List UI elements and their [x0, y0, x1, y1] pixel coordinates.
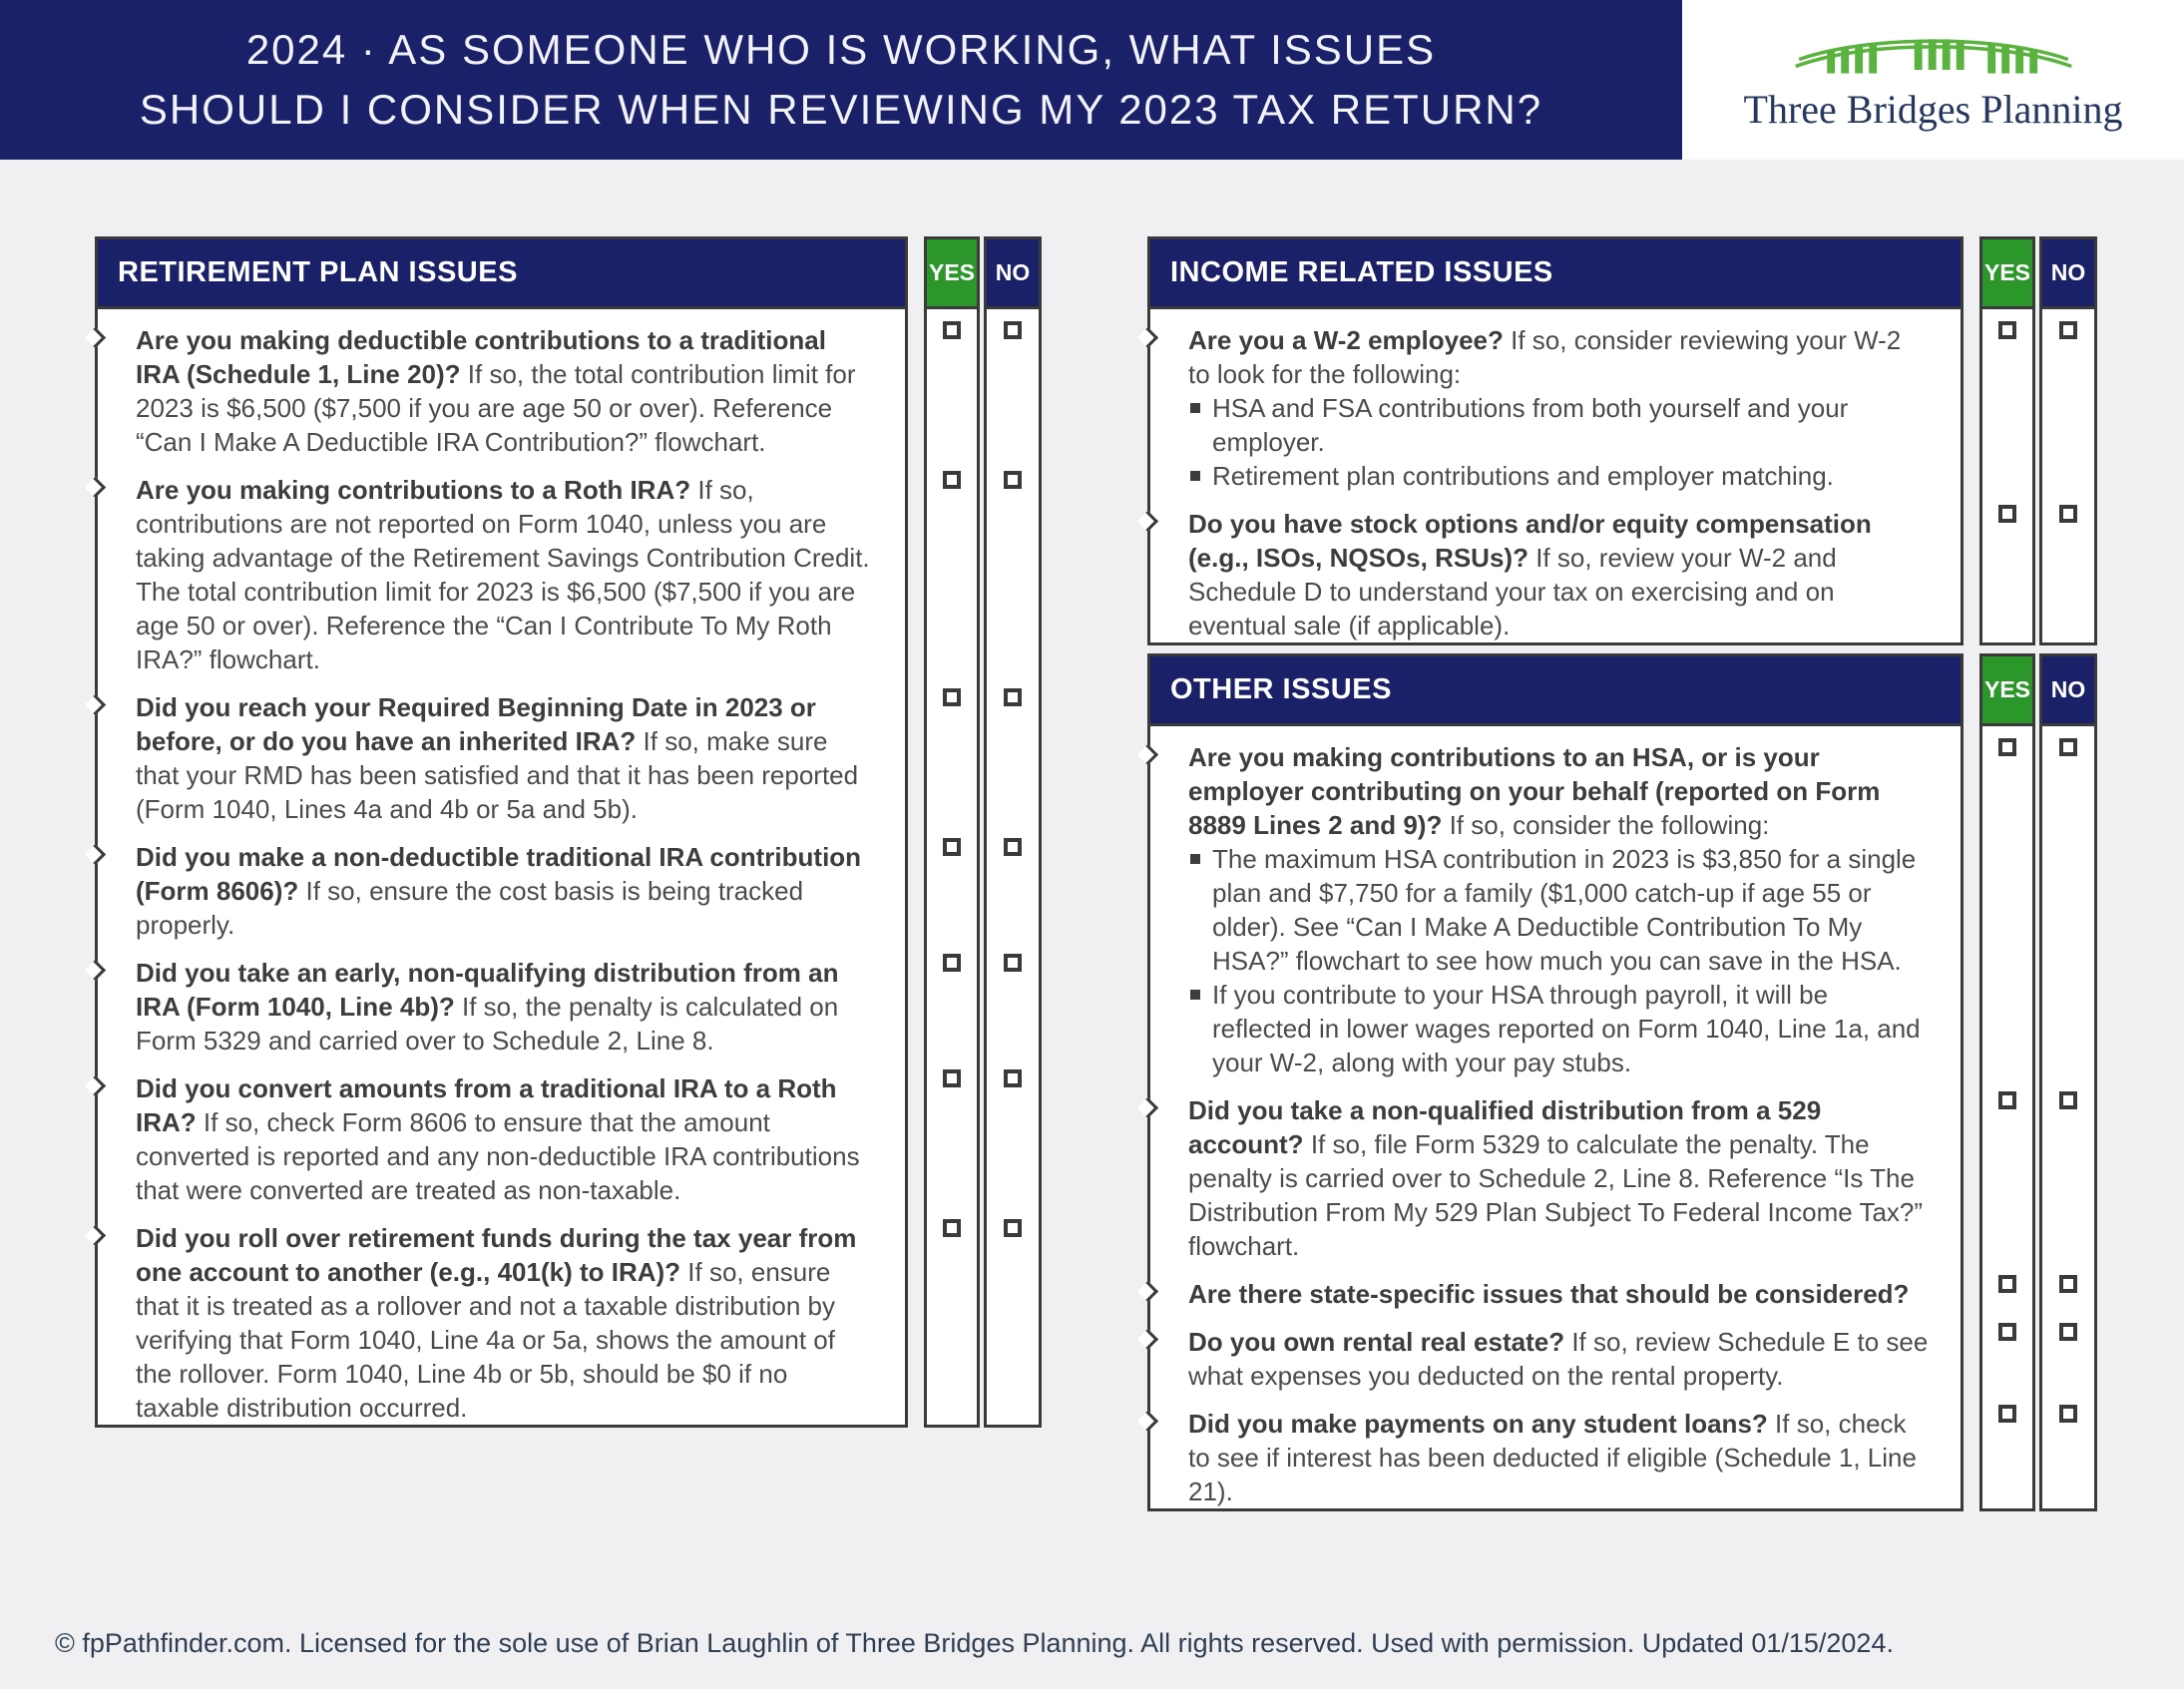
question-detail: If so, consider the following: [1449, 810, 1770, 840]
question-lead: Did you reach your Required Beginning Date in 2023 or before, or do you have an inherited IRA? [136, 692, 816, 756]
question-text [1150, 1079, 1961, 1263]
question-cell [95, 676, 908, 826]
question-lead: Do you have stock options and/or equity compensation (e.g., ISOs, NQSOs, RSUs)? [1188, 509, 1872, 573]
no-checkbox[interactable] [2059, 1275, 2077, 1293]
question-text [1150, 726, 1961, 842]
no-cell [2039, 1311, 2097, 1393]
question-lead: Are you making contributions to an HSA, or is your employer contributing on your behalf (reported on Form 8889 Lines 2 and 9)? [1188, 742, 1881, 840]
no-cell [984, 1057, 1042, 1207]
question-lead: Are you a W-2 employee? [1188, 325, 1504, 355]
column-gap [1964, 1263, 1979, 1311]
no-checkbox[interactable] [1004, 954, 1022, 972]
question-detail: If so, contributions are not reported on Form 1040, unless you are taking advantage of the Retirement Savings Contribution Credit. The total contribution limit for 2023 is $6,500 ($7,500 if you are age 50 or over). Reference the “Can I Contribute To My Roth IRA?” flowchart. [136, 475, 870, 674]
no-cell [984, 826, 1042, 942]
column-gap [908, 826, 924, 942]
yes-checkbox[interactable] [1998, 1323, 2016, 1341]
question-row [1147, 1263, 2097, 1311]
question-text [98, 1057, 905, 1207]
section-title: RETIREMENT PLAN ISSUES [118, 256, 518, 288]
question-row [1147, 1311, 2097, 1393]
question-lead: Are there state-specific issues that should be considered? [1188, 1279, 1910, 1309]
question-detail: If so, review Schedule E to see what expenses you deducted on the rental property. [1188, 1327, 1929, 1391]
yes-checkbox[interactable] [943, 688, 961, 706]
no-label: NO [2050, 676, 2086, 702]
no-checkbox[interactable] [1004, 838, 1022, 856]
chevron-right-icon [1137, 744, 1158, 765]
no-cell [984, 459, 1042, 676]
yes-checkbox[interactable] [1998, 1405, 2016, 1423]
question-row [95, 942, 1042, 1057]
yes-label: YES [928, 259, 976, 285]
question-text [98, 309, 905, 459]
question-text [1150, 1263, 1961, 1311]
question-detail: If so, make sure that your RMD has been satisfied and that it has been reported (Form 1040, Lines 4a and 4b or 5a and 5b). [136, 726, 859, 824]
question-row [1147, 309, 2097, 493]
no-label: NO [995, 259, 1031, 285]
no-cell [984, 1207, 1042, 1425]
yes-cell [924, 1057, 980, 1207]
no-checkbox[interactable] [2059, 1405, 2077, 1423]
chevron-right-icon [85, 694, 106, 715]
question-row [95, 1057, 1042, 1207]
square-bullet-icon [1190, 854, 1200, 864]
no-cell [984, 309, 1042, 459]
section-title: INCOME RELATED ISSUES [1170, 256, 1553, 288]
yes-cell [1979, 1393, 2035, 1508]
chevron-right-icon [85, 327, 106, 348]
question-lead: Are you making contributions to a Roth IRA? [136, 475, 691, 505]
yes-checkbox[interactable] [1998, 505, 2016, 523]
column-gap [1964, 309, 1979, 493]
no-checkbox[interactable] [2059, 738, 2077, 756]
yes-checkbox[interactable] [943, 1219, 961, 1237]
no-cell [2039, 1079, 2097, 1263]
question-detail: If so, the total contribution limit for 2023 is $6,500 ($7,500 if you are age 50 or over). Reference “Can I Make A Deductible IRA Contribution?” flowchart. [136, 359, 856, 457]
question-detail: If so, ensure the cost basis is being tracked properly. [136, 876, 804, 940]
question-cell [1147, 726, 1964, 1079]
question-cell [95, 942, 908, 1057]
yes-cell [1979, 493, 2035, 642]
license-footer: © fpPathfinder.com. Licensed for the sole use of Brian Laughlin of Three Bridges Planning. All rights reserved. Used with permission. Updated 01/15/2024. [55, 1628, 1894, 1658]
question-text [1150, 309, 1961, 391]
column-gap [908, 1207, 924, 1425]
question-text [98, 826, 905, 942]
question-cell [95, 1057, 908, 1207]
yes-label: YES [1983, 676, 2031, 702]
yes-cell [924, 459, 980, 676]
bridge-icon [1784, 28, 2083, 84]
no-column-header [984, 236, 1042, 309]
yes-checkbox[interactable] [943, 838, 961, 856]
yes-cell [1979, 309, 2035, 493]
yes-cell [924, 1207, 980, 1425]
panel-filler [1147, 642, 2097, 645]
question-text [98, 942, 905, 1057]
question-lead: Did you convert amounts from a traditional IRA to a Roth IRA? [136, 1073, 837, 1137]
chevron-right-icon [85, 1075, 106, 1096]
question-lead: Did you take a non-qualified distribution from a 529 account? [1188, 1095, 1822, 1159]
question-cell [95, 309, 908, 459]
yes-label: YES [1983, 259, 2031, 285]
column-gap [908, 942, 924, 1057]
column-gap [908, 676, 924, 826]
question-detail: If so, the penalty is calculated on Form 5329 and carried over to Schedule 2, Line 8. [136, 992, 839, 1056]
no-cell [2039, 309, 2097, 493]
bullet-item [1150, 842, 1961, 978]
column-gap [908, 309, 924, 459]
question-detail: If so, check to see if interest has been deducted if eligible (Schedule 1, Line 21). [1188, 1409, 1917, 1506]
square-bullet-icon [1190, 990, 1200, 1000]
question-cell [95, 826, 908, 942]
yes-column-header [924, 236, 980, 309]
bullet-item [1150, 978, 1961, 1079]
yes-checkbox[interactable] [1998, 1275, 2016, 1293]
yes-cell [924, 826, 980, 942]
question-row [95, 1207, 1042, 1425]
section-header-row [1147, 653, 2097, 726]
question-row [1147, 1079, 2097, 1263]
section-other-issues [1147, 653, 2097, 1506]
no-cell [2039, 493, 2097, 642]
section-retirement-plan-issues [95, 236, 1042, 1423]
chevron-right-icon [85, 477, 106, 498]
question-text [98, 1207, 905, 1425]
question-row [1147, 493, 2097, 642]
column-gap [1964, 1079, 1979, 1263]
no-checkbox[interactable] [2059, 321, 2077, 339]
yes-checkbox[interactable] [943, 321, 961, 339]
bullet-item [1150, 391, 1961, 459]
question-cell [1147, 1393, 1964, 1508]
chevron-right-icon [1137, 1411, 1158, 1432]
yes-checkbox[interactable] [943, 471, 961, 489]
question-cell [1147, 1311, 1964, 1393]
page-title-line2: SHOULD I CONSIDER WHEN REVIEWING MY 2023 TAX RETURN? [139, 86, 1543, 133]
chevron-right-icon [1137, 511, 1158, 532]
yes-cell [1979, 1079, 2035, 1263]
question-lead: Did you make payments on any student loans? [1188, 1409, 1768, 1439]
column-gap [1964, 1393, 1979, 1508]
yes-cell [1979, 1311, 2035, 1393]
yes-cell [924, 942, 980, 1057]
question-text [1150, 1393, 1961, 1508]
question-text [1150, 1311, 1961, 1393]
question-detail: If so, review your W-2 and Schedule D to understand your tax on exercising and on eventual sale (if applicable). [1188, 543, 1837, 640]
column-gap [908, 1057, 924, 1207]
page-title-line1: 2024 · AS SOMEONE WHO IS WORKING, WHAT ISSUES [245, 26, 1437, 73]
chevron-right-icon [1137, 1281, 1158, 1302]
no-checkbox[interactable] [1004, 1069, 1022, 1087]
bullet-text: The maximum HSA contribution in 2023 is $3,850 for a single plan and $7,750 for a family ($1,000 catch-up if age 55 or older). See “Can I Make A Deductible Contribution To My HSA?” flowchart to see how much you can save in the HSA. [1212, 844, 1917, 976]
chevron-right-icon [1137, 327, 1158, 348]
question-row [95, 676, 1042, 826]
chevron-right-icon [1137, 1329, 1158, 1350]
section-header-row [95, 236, 1042, 309]
company-logo [1682, 0, 2184, 160]
question-row [95, 826, 1042, 942]
question-cell [1147, 493, 1964, 642]
yes-cell [1979, 1263, 2035, 1311]
no-column-header [2039, 236, 2097, 309]
no-checkbox[interactable] [2059, 505, 2077, 523]
bullet-text: If you contribute to your HSA through payroll, it will be reflected in lower wages reported on Form 1040, Line 1a, and your W-2, along with your pay stubs. [1212, 980, 1921, 1077]
chevron-right-icon [85, 1225, 106, 1246]
question-row [95, 309, 1042, 459]
no-checkbox[interactable] [1004, 688, 1022, 706]
question-row [1147, 1393, 2097, 1508]
question-lead: Did you roll over retirement funds during the tax year from one account to another (e.g., 401(k) to IRA)? [136, 1223, 857, 1287]
section-header-row [1147, 236, 2097, 309]
chevron-right-icon [85, 960, 106, 981]
question-detail: If so, ensure that it is treated as a rollover and not a taxable distribution by verifying that Form 1040, Line 4a or 5a, shows the amount of the rollover. Form 1040, Line 4b or 5b, should be $0 if no taxable distribution occurred. [136, 1257, 835, 1423]
column-gap [908, 459, 924, 676]
no-cell [984, 942, 1042, 1057]
yes-column-header [1979, 653, 2035, 726]
question-row [95, 459, 1042, 676]
no-checkbox[interactable] [1004, 471, 1022, 489]
yes-checkbox[interactable] [1998, 321, 2016, 339]
square-bullet-icon [1190, 471, 1200, 481]
question-text [98, 459, 905, 676]
company-name: Three Bridges Planning [1743, 86, 2123, 132]
question-cell [95, 459, 908, 676]
question-detail: If so, file Form 5329 to calculate the penalty. The penalty is carried over to Schedule 2, Line 8. Reference “Is The Distribution From My 529 Plan Subject To Federal Income Tax?” flowchart. [1188, 1129, 1924, 1261]
yes-checkbox[interactable] [943, 954, 961, 972]
no-cell [2039, 1393, 2097, 1508]
column-gap [1964, 493, 1979, 642]
yes-cell [1979, 726, 2035, 1079]
question-detail: If so, check Form 8606 to ensure that the amount converted is reported and any non-deductible IRA contributions that were converted are treated as non-taxable. [136, 1107, 860, 1205]
question-lead: Did you make a non-deductible traditional IRA contribution (Form 8606)? [136, 842, 862, 906]
yes-checkbox[interactable] [943, 1069, 961, 1087]
no-column-header [2039, 653, 2097, 726]
column-gap [1964, 1311, 1979, 1393]
section-title: OTHER ISSUES [1170, 673, 1392, 705]
question-text [98, 676, 905, 826]
question-cell [1147, 1079, 1964, 1263]
bullet-text: HSA and FSA contributions from both yourself and your employer. [1212, 393, 1849, 457]
header-banner [0, 0, 1682, 160]
no-checkbox[interactable] [1004, 1219, 1022, 1237]
no-label: NO [2050, 259, 2086, 285]
question-cell [95, 1207, 908, 1425]
question-cell [1147, 309, 1964, 493]
chevron-right-icon [85, 844, 106, 865]
no-checkbox[interactable] [2059, 1323, 2077, 1341]
bullet-text: Retirement plan contributions and employer matching. [1212, 461, 1834, 491]
panel-filler [1147, 1508, 2097, 1511]
no-cell [984, 676, 1042, 826]
column-gap [1964, 726, 1979, 1079]
chevron-right-icon [1137, 1097, 1158, 1118]
square-bullet-icon [1190, 403, 1200, 413]
yes-checkbox[interactable] [1998, 738, 2016, 756]
question-lead: Do you own rental real estate? [1188, 1327, 1565, 1357]
no-checkbox[interactable] [2059, 1091, 2077, 1109]
question-text [1150, 493, 1961, 642]
question-lead: Are you making deductible contributions to a traditional IRA (Schedule 1, Line 20)? [136, 325, 826, 389]
no-checkbox[interactable] [1004, 321, 1022, 339]
yes-cell [924, 309, 980, 459]
yes-checkbox[interactable] [1998, 1091, 2016, 1109]
question-detail: If so, consider reviewing your W-2 to look for the following: [1188, 325, 1902, 389]
no-cell [2039, 726, 2097, 1079]
no-cell [2039, 1263, 2097, 1311]
question-lead: Did you take an early, non-qualifying distribution from an IRA (Form 1040, Line 4b)? [136, 958, 839, 1022]
section-income-related-issues [1147, 236, 2097, 640]
bullet-item [1150, 459, 1961, 493]
yes-cell [924, 676, 980, 826]
question-cell [1147, 1263, 1964, 1311]
yes-column-header [1979, 236, 2035, 309]
panel-filler [95, 1425, 1042, 1428]
question-row [1147, 726, 2097, 1079]
